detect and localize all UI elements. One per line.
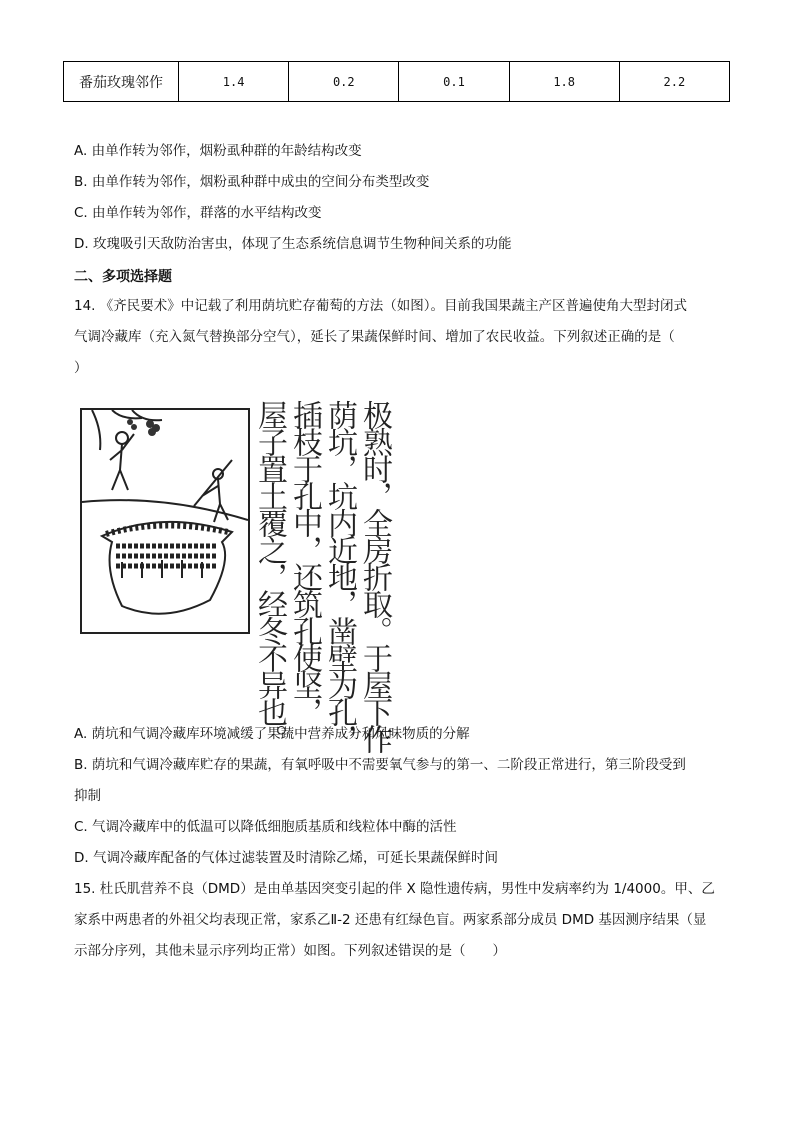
q15-line3: 示部分序列，其他未显示序列均正常）如图。下列叙述错误的是（ ） [74, 943, 506, 959]
q14-stem-line3: ） [74, 360, 88, 376]
table-cell: 1.4 [179, 62, 289, 102]
q14-stem-line2: 气调冷藏库（充入氮气替换部分空气），延长了果蔬保鲜时间、增加了农民收益。下列叙述正确的是（ [74, 329, 675, 345]
table-cell: 0.1 [399, 62, 509, 102]
grape-storage-illustration [80, 408, 250, 634]
q14-stem-line1: 14. 《齐民要术》中记载了利用荫坑贮存葡萄的方法（如图）。目前我国果蔬主产区普遍使角大型封闭式 [74, 298, 688, 314]
q14-option-c: C. 气调冷藏库中的低温可以降低细胞质基质和线粒体中酶的活性 [74, 819, 457, 835]
q13-option-a: A. 由单作转为邻作，烟粉虱种群的年龄结构改变 [74, 143, 362, 159]
q14-option-d: D. 气调冷藏库配备的气体过滤装置及时清除乙烯，可延长果蔬保鲜时间 [74, 850, 498, 866]
table-cell: 0.2 [289, 62, 399, 102]
q15-line2: 家系中两患者的外祖父均表现正常，家系乙Ⅱ-2 还患有红绿色盲。两家系部分成员 DMD 基因测序结果（显 [74, 912, 707, 928]
q13-option-d: D. 玫瑰吸引天敌防治害虫，体现了生态系统信息调节生物种间关系的功能 [74, 236, 512, 252]
table-row [64, 62, 730, 102]
q13-option-c: C. 由单作转为邻作，群落的水平结构改变 [74, 205, 322, 221]
figure-caption-col1: 极熟时，全房折取。于屋下作 [357, 400, 392, 751]
data-table [63, 61, 730, 102]
figure-caption-col4: 屋子置土覆之，经冬不异也。 [252, 400, 287, 751]
q15-line1: 15. 杜氏肌营养不良（DMD）是由单基因突变引起的伴 X 隐性遗传病，男性中发病率约为 1/4000。甲、乙 [74, 881, 715, 897]
figure-caption-col2: 荫坑，坑内近地，凿壁为孔， [322, 400, 357, 751]
q14-option-a: A. 荫坑和气调冷藏库环境减缓了果蔬中营养成分和风味物质的分解 [74, 726, 470, 742]
table-cell: 2.2 [619, 62, 729, 102]
q14-option-b-cont: 抑制 [74, 788, 101, 804]
table-cell: 番茄玫瑰邻作 [64, 62, 179, 102]
figure-caption-col3: 插枝于孔中，还筑孔使坚， [287, 400, 322, 724]
q14-option-b: B. 荫坑和气调冷藏库贮存的果蔬，有氧呼吸中不需要氧气参与的第一、二阶段正常进行，第三阶段受到 [74, 757, 686, 773]
q13-option-b: B. 由单作转为邻作，烟粉虱种群中成虫的空间分布类型改变 [74, 174, 430, 190]
table-cell: 1.8 [509, 62, 619, 102]
section-title: 二、多项选择题 [74, 269, 172, 285]
